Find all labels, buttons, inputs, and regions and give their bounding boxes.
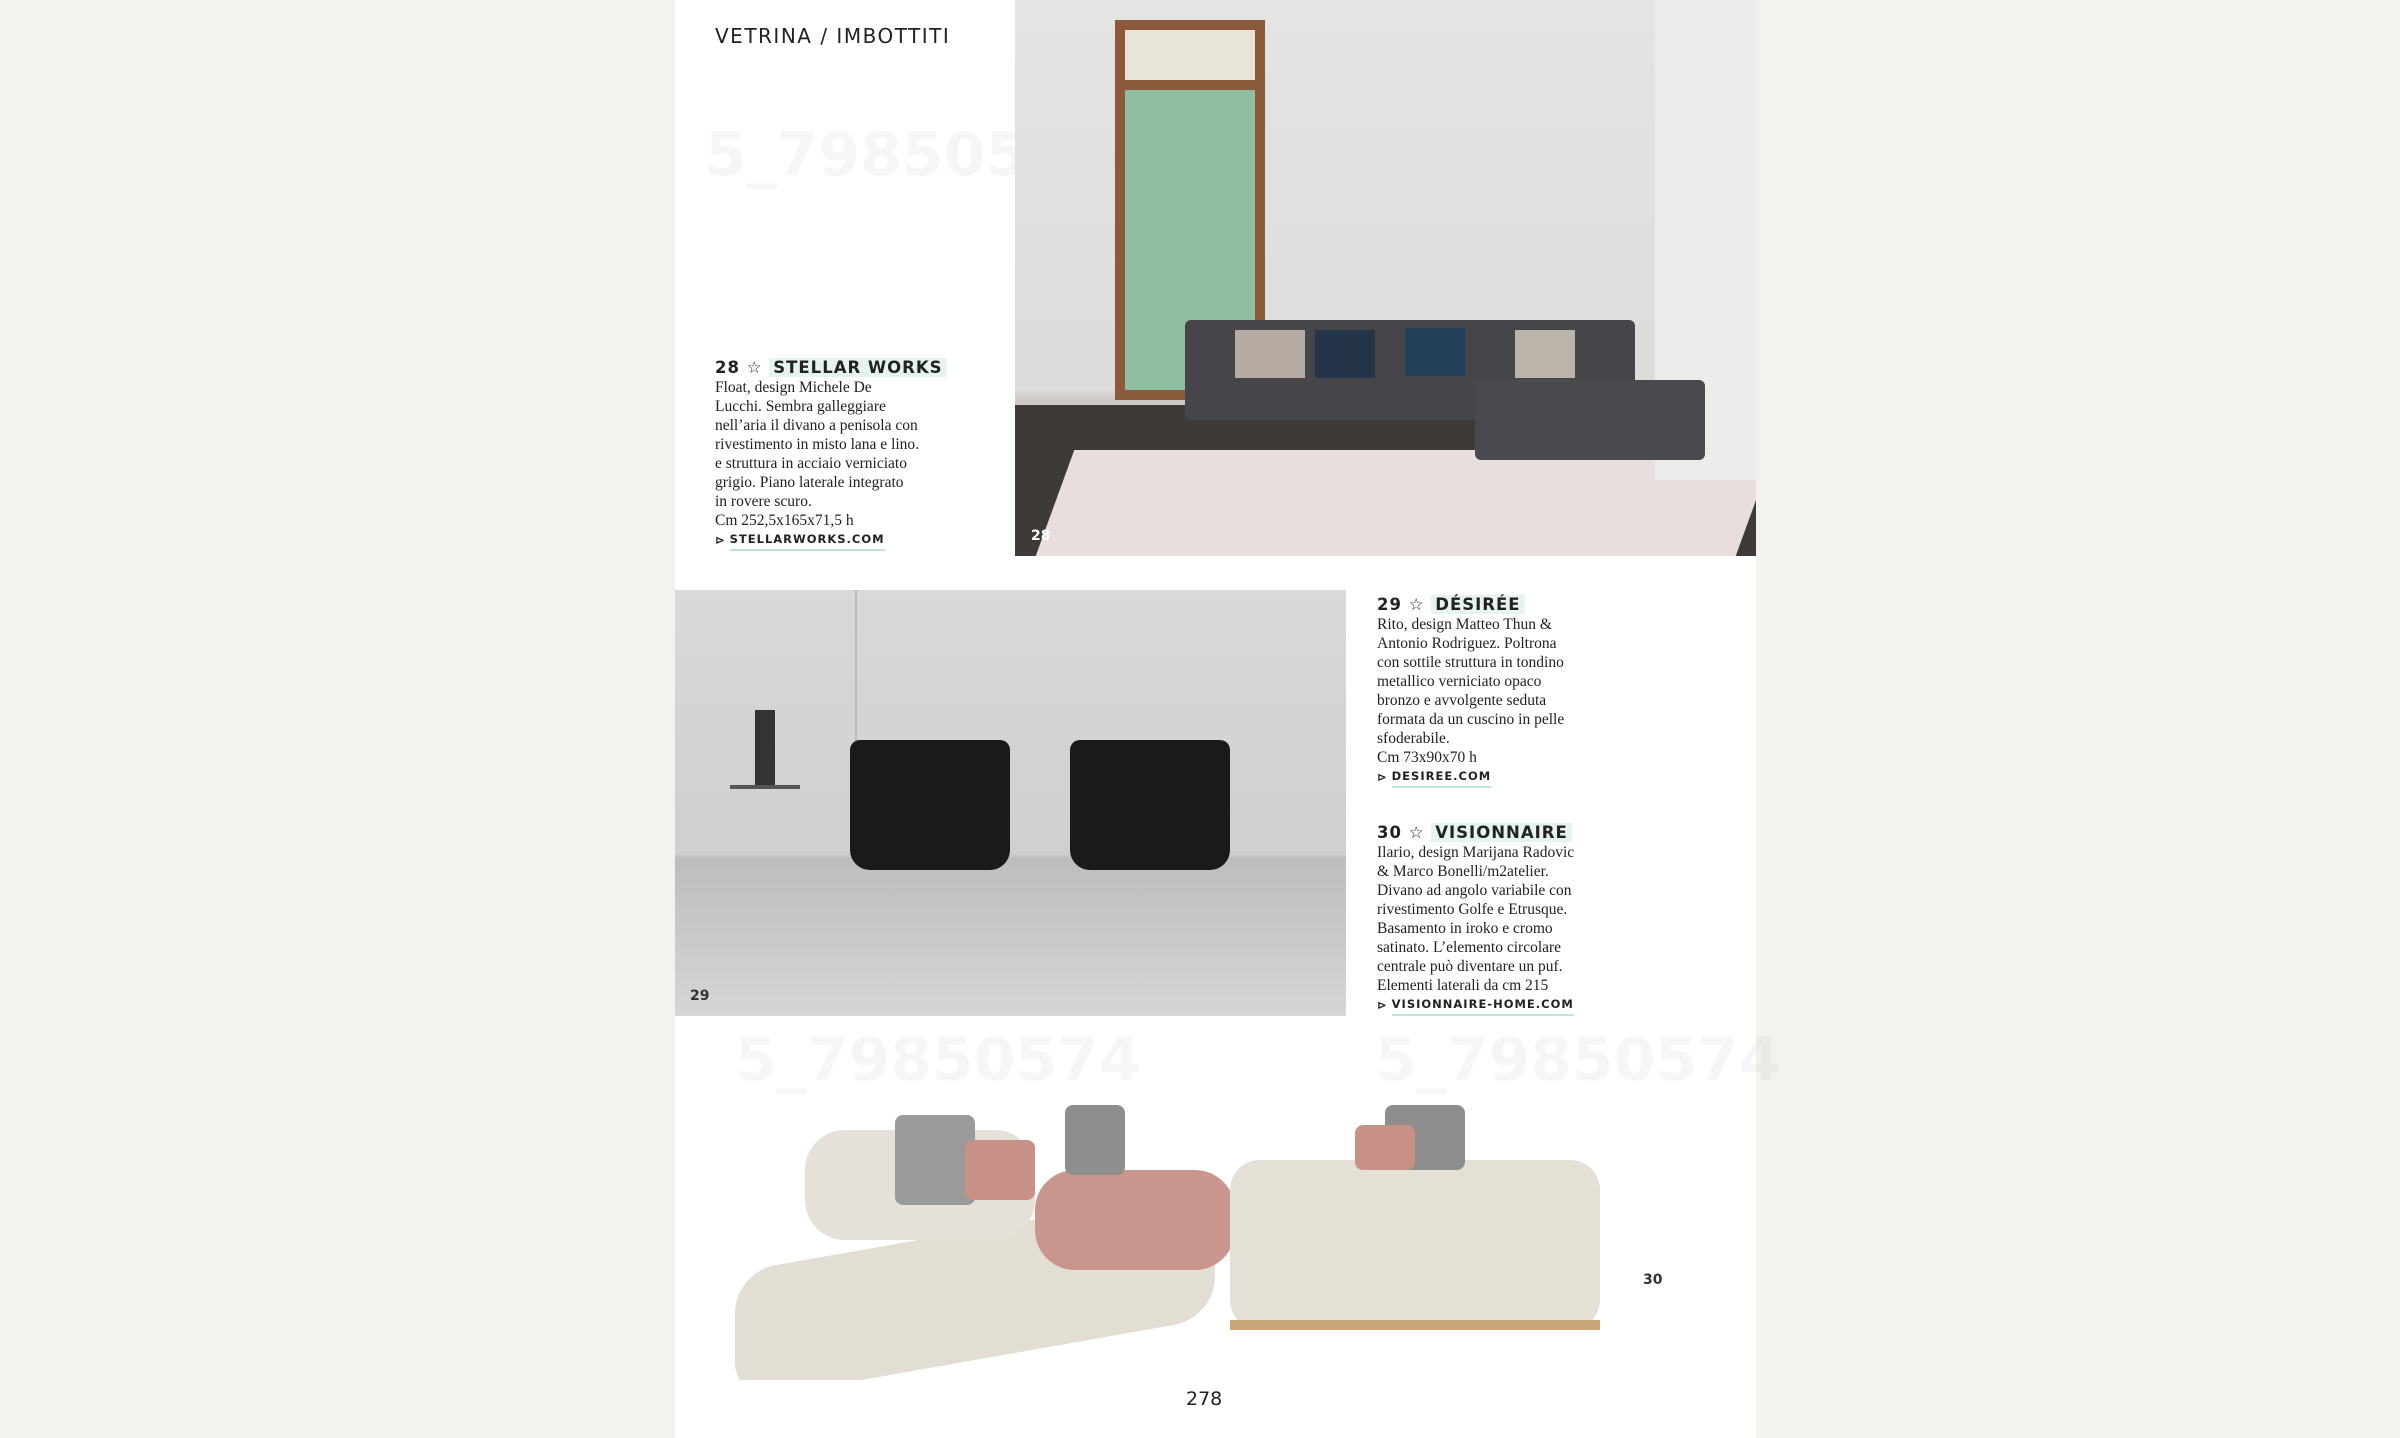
entry-number: 28 [715,358,740,377]
brand-name: VISIONNAIRE [1431,823,1571,842]
brand-name: DÉSIRÉE [1431,595,1524,614]
body-line: Basamento in iroko e cromo [1377,920,1553,937]
watermark [735,1025,1141,1095]
body-line: Cm 73x90x70 h [1377,749,1477,766]
photo-stellar-works-sofa [1015,0,1756,556]
website-link[interactable] [1377,995,1607,1016]
product-entry-29 [1377,595,1607,788]
section-title: VETRINA / IMBOTTITI [715,24,951,48]
photo-label: 29 [690,988,710,1004]
star-icon: ☆ [1408,595,1425,614]
body-line: rivestimento Golfe e Etrusque. [1377,901,1568,918]
entry-number: 29 [1377,595,1402,614]
body-line: bronzo e avvolgente seduta [1377,692,1547,709]
entry-heading [1377,823,1607,842]
body-line: formata da un cuscino in pelle [1377,711,1565,728]
arrow-icon: ⊳ [715,533,726,547]
body-line: rivestimento in misto lana e lino. [715,436,920,453]
body-line: Rito, design Matteo Thun & [1377,616,1552,633]
body-line: & Marco Bonelli/m2atelier. [1377,863,1549,880]
page-number: 278 [1186,1388,1223,1410]
body-line: con sottile struttura in tondino [1377,654,1564,671]
entry-body [1377,843,1607,995]
product-entry-28 [715,358,975,551]
entry-body [715,378,975,530]
body-line: Float, design Michele De [715,379,872,396]
body-line: nell’aria il divano a penisola con [715,417,918,434]
website-link[interactable] [715,530,975,551]
body-line: centrale può diventare un puf. [1377,958,1563,975]
body-line: sfoderabile. [1377,730,1450,747]
entry-number: 30 [1377,823,1402,842]
photo-label: 28 [1031,528,1051,544]
photo-label: 30 [1643,1272,1663,1288]
brand-name: STELLAR WORKS [769,358,946,377]
body-line: metallico verniciato opaco [1377,673,1542,690]
body-line: Elementi laterali da cm 215 [1377,977,1549,994]
body-line: Ilario, design Marijana Radovic [1377,844,1575,861]
body-line: Divano ad angolo variabile con [1377,882,1572,899]
body-line: Lucchi. Sembra galleggiare [715,398,886,415]
website-link[interactable] [1377,767,1607,788]
watermark [1375,1025,1781,1095]
entry-heading [1377,595,1607,614]
entry-body [1377,615,1607,767]
body-line: satinato. L’elemento circolare [1377,939,1562,956]
body-line: in rovere scuro. [715,493,812,510]
arrow-icon: ⊳ [1377,770,1388,784]
body-line: e struttura in acciaio verniciato [715,455,907,472]
link-text[interactable]: STELLARWORKS.COM [730,530,885,551]
arrow-icon: ⊳ [1377,998,1388,1012]
photo-desiree-armchairs [675,590,1346,1016]
star-icon: ☆ [1408,823,1425,842]
body-line: Antonio Rodriguez. Poltrona [1377,635,1557,652]
magazine-page [675,0,1756,1438]
link-text[interactable]: DESIREE.COM [1392,767,1492,788]
photo-visionnaire-sofa [725,1090,1725,1380]
product-entry-30 [1377,823,1607,1016]
entry-heading [715,358,975,377]
link-text[interactable]: VISIONNAIRE-HOME.COM [1392,995,1574,1016]
star-icon: ☆ [746,358,763,377]
body-line: grigio. Piano laterale integrato [715,474,904,491]
body-line: Cm 252,5x165x71,5 h [715,512,854,529]
